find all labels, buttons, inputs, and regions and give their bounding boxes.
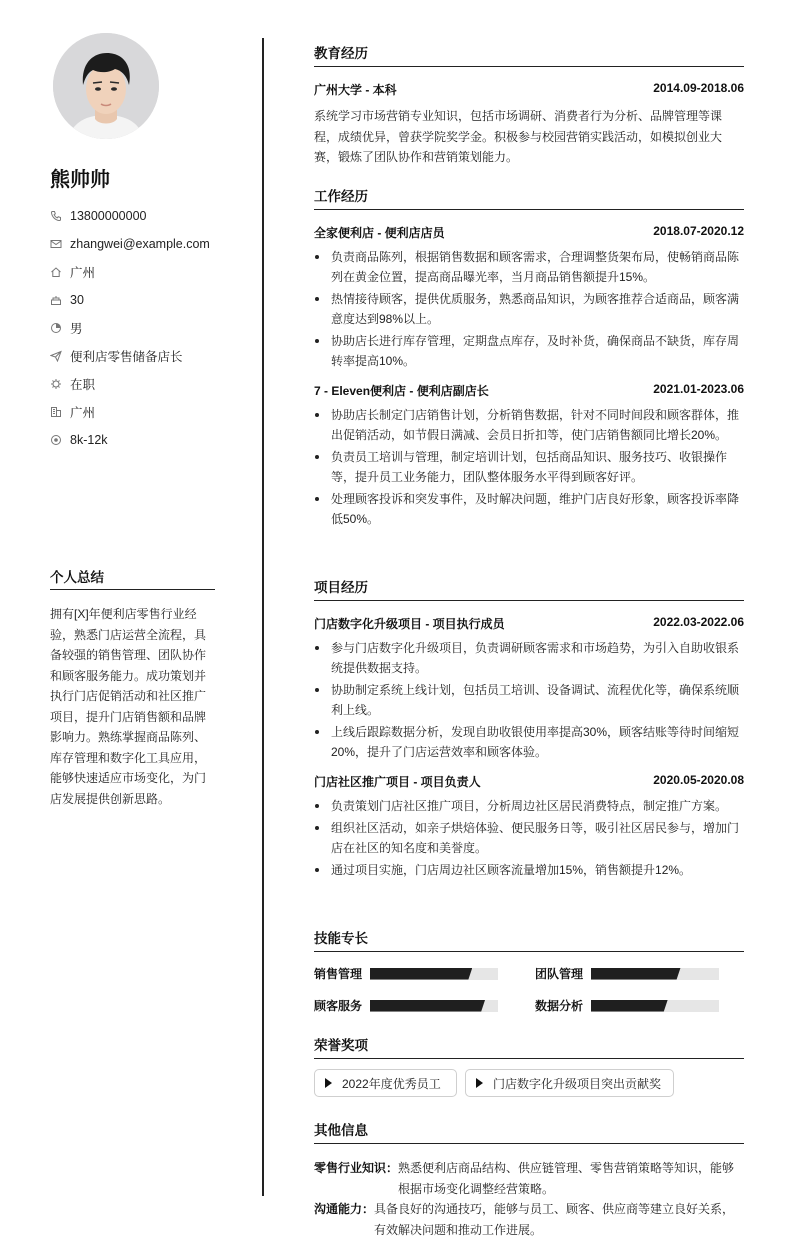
list-item: 负责员工培训与管理，制定培训计划，包括商品知识、服务技巧、收银操作等，提升员工业务能力，团队整体服务水平得到顾客好评。 [314, 447, 744, 487]
contact-list [50, 202, 250, 454]
list-item: 负责商品陈列，根据销售数据和顾客需求，合理调整货架布局，使畅销商品陈列在黄金位置，提高商品曝光率，当月商品销售额提升15%。 [314, 247, 744, 287]
list-item: 协助店长进行库存管理，定期盘点库存，及时补货，确保商品不缺货，库存周转率提高10%。 [314, 331, 744, 371]
list-item: 热情接待顾客，提供优质服务，熟悉商品知识，为顾客推荐合适商品，顾客满意度达到98%以上。 [314, 289, 744, 329]
avatar [53, 33, 159, 139]
skill-bar [370, 1000, 498, 1012]
status-icon [50, 378, 62, 390]
education-title: 教育经历 [314, 42, 744, 67]
job-date: 2018.07-2020.12 [653, 224, 744, 238]
info-value: 具备良好的沟通技巧，能够与员工、顾客、供应商等建立良好关系，有效解决问题和推动工作进展。 [374, 1202, 735, 1237]
contact-text: 广州 [70, 266, 96, 280]
work-title: 工作经历 [314, 185, 744, 210]
award-text: 门店数字化升级项目突出贡献奖 [493, 1076, 662, 1091]
profile-name: 熊帅帅 [50, 169, 110, 191]
play-icon [325, 1078, 332, 1088]
job-head [314, 224, 744, 241]
skills-section [314, 927, 744, 952]
education-section [314, 42, 744, 168]
contact-status [50, 370, 250, 398]
contact-city [50, 258, 250, 286]
education-date: 2014.09-2018.06 [653, 81, 744, 95]
cake-icon [50, 294, 62, 306]
contact-text: zhangwei@example.com [70, 237, 210, 251]
avatar-portrait-icon [53, 33, 159, 139]
project-bullets [314, 796, 744, 880]
skill-fill [591, 968, 681, 980]
skill-item [535, 997, 719, 1014]
gender-icon [50, 322, 62, 334]
job-title: 全家便利店 - 便利店店员 [314, 226, 445, 240]
contact-text: 广州 [70, 406, 96, 420]
mail-icon [50, 238, 62, 250]
award-text: 2022年度优秀员工 [342, 1076, 441, 1091]
project-head [314, 773, 744, 790]
skill-name: 销售管理 [314, 967, 363, 981]
contact-text: 30 [70, 293, 84, 307]
info-key: 零售行业知识： [314, 1161, 399, 1175]
job-head [314, 382, 744, 399]
skill-bar [591, 968, 719, 980]
contact-text: 13800000000 [70, 209, 147, 223]
info-value: 熟悉便利店商品结构、供应链管理、零售营销策略等知识，能够根据市场变化调整经营策略。 [398, 1161, 735, 1196]
project-date: 2022.03-2022.06 [653, 615, 744, 629]
skill-bar [370, 968, 498, 980]
other-section [314, 1119, 744, 1240]
skill-fill [370, 1000, 485, 1012]
list-item: 协助店长制定门店销售计划，分析销售数据，针对不同时间段和顾客群体，推出促销活动，如节假日满减、会员日折扣等，使门店销售额同比增长20%。 [314, 405, 744, 445]
job-bullets [314, 247, 744, 371]
summary-section [50, 566, 215, 809]
list-item: 协助制定系统上线计划，包括员工培训、设备调试、流程优化等，确保系统顺利上线。 [314, 680, 744, 720]
list-item: 参与门店数字化升级项目，负责调研顾客需求和市场趋势，为引入自助收银系统提供数据支持。 [314, 638, 744, 678]
contact-work-city [50, 398, 250, 426]
skill-name: 顾客服务 [314, 999, 363, 1013]
skill-fill [591, 1000, 668, 1012]
contact-text: 在职 [70, 378, 96, 392]
skills-title: 技能专长 [314, 927, 744, 952]
contact-gender [50, 314, 250, 342]
contact-text: 便利店零售储备店长 [70, 350, 183, 364]
sidebar [0, 0, 262, 1234]
home-icon [50, 266, 62, 278]
project-bullets [314, 638, 744, 762]
education-head [314, 81, 744, 98]
award-badge [465, 1069, 674, 1097]
list-item: 上线后跟踪数据分析，发现自助收银使用率提高30%，顾客结账等待时间缩短20%，提升了门店运营效率和顾客体验。 [314, 722, 744, 762]
contact-salary [50, 426, 250, 454]
phone-icon [50, 210, 62, 222]
job-date: 2021.01-2023.06 [653, 382, 744, 396]
column-divider [262, 38, 264, 1196]
other-title: 其他信息 [314, 1119, 744, 1144]
project-title: 门店数字化升级项目 - 项目执行成员 [314, 617, 505, 631]
project-head [314, 615, 744, 632]
skill-name: 数据分析 [535, 999, 584, 1013]
projects-section [314, 576, 744, 882]
skill-item [535, 965, 719, 982]
contact-phone [50, 202, 250, 230]
contact-age [50, 286, 250, 314]
skill-item [314, 965, 498, 982]
info-key: 沟通能力： [314, 1202, 375, 1216]
education-desc: 系统学习市场营销专业知识，包括市场调研、消费者行为分析、品牌管理等课程，成绩优异，曾获学院奖学金。积极参与校园营销实践活动，如模拟创业大赛，锻炼了团队协作和营销策划能力。 [314, 109, 723, 164]
skill-item [314, 997, 498, 1014]
education-school: 广州大学 - 本科 [314, 83, 397, 97]
list-item: 通过项目实施，门店周边社区顾客流量增加15%，销售额提升12%。 [314, 860, 744, 880]
job-bullets [314, 405, 744, 529]
send-icon [50, 350, 62, 362]
play-icon [476, 1078, 483, 1088]
project-date: 2020.05-2020.08 [653, 773, 744, 787]
list-item: 处理顾客投诉和突发事件，及时解决问题，维护门店良好形象，顾客投诉率降低50%。 [314, 489, 744, 529]
honors-section [314, 1034, 744, 1059]
list-item: 组织社区活动，如亲子烘焙体验、便民服务日等，吸引社区居民参与，增加门店在社区的知名度和美誉度。 [314, 818, 744, 858]
building-icon [50, 406, 62, 418]
honors-title: 荣誉奖项 [314, 1034, 744, 1059]
skill-name: 团队管理 [535, 967, 584, 981]
info-row [314, 1158, 744, 1199]
job-title: 7 - Eleven便利店 - 便利店副店长 [314, 384, 489, 398]
contact-position [50, 342, 250, 370]
contact-email [50, 230, 250, 258]
list-item: 负责策划门店社区推广项目，分析周边社区居民消费特点，制定推广方案。 [314, 796, 744, 816]
projects-title: 项目经历 [314, 576, 744, 601]
skill-fill [370, 968, 472, 980]
contact-text: 8k-12k [70, 433, 108, 447]
skill-bar [591, 1000, 719, 1012]
salary-icon [50, 434, 62, 446]
work-section [314, 185, 744, 531]
summary-text: 拥有[X]年便利店零售行业经验，熟悉门店运营全流程，具备较强的销售管理、团队协作和顾客服务能力。成功策划并执行门店促销活动和社区推广项目，提升门店销售额和品牌影响力。熟练掌握商品陈列、库存管理和数字化工具应用，能够快速适应市场变化，为门店发展提供创新思路。 [50, 607, 207, 806]
contact-text: 男 [70, 322, 83, 336]
summary-title: 个人总结 [50, 566, 215, 590]
award-badge [314, 1069, 457, 1097]
project-title: 门店社区推广项目 - 项目负责人 [314, 775, 481, 789]
